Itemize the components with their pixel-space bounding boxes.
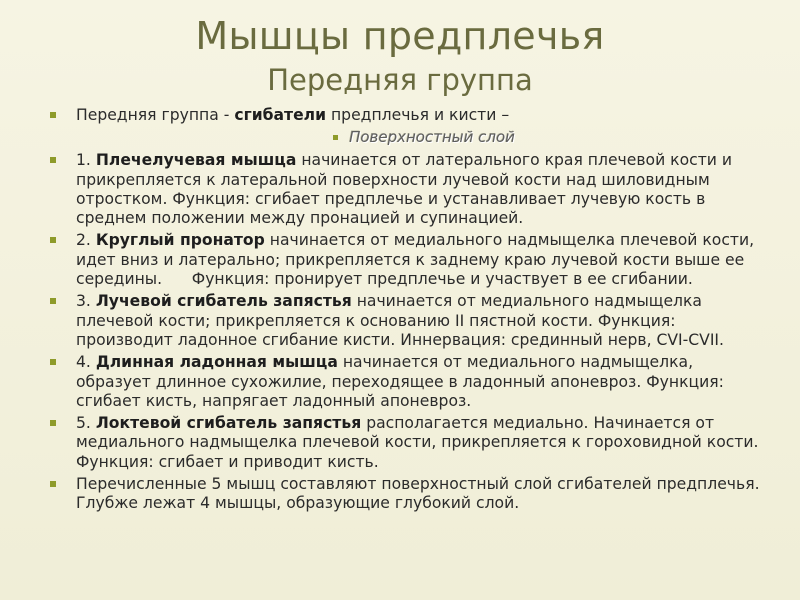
square-bullet-icon [50, 298, 56, 304]
intro-item [50, 106, 772, 125]
conclusion-item [50, 475, 772, 514]
item-text: располагается медиально. Начинается от медиального надмыщелка плечевой кости, прикрепляется к гороховидной кости. Функция: сгибает и приводит кисть. [76, 414, 759, 471]
subheading-item [50, 128, 772, 147]
intro-text-after: предплечья и кисти – [326, 106, 510, 124]
square-bullet-icon [50, 237, 56, 243]
list-item-2 [50, 231, 772, 289]
square-bullet-icon [333, 135, 338, 140]
list-item-3 [50, 292, 772, 350]
item-term: Локтевой сгибатель запястья [95, 414, 362, 433]
conclusion-text: Перечисленные 5 мышц составляют поверхностный слой сгибателей предплечья. Глубже лежат 4 мышцы, образующие глубокий слой. [76, 475, 760, 513]
item-term: Плечелучевая мышца [95, 151, 297, 170]
list-item-4 [50, 353, 772, 411]
item-number: 1. [76, 151, 96, 170]
slide-title: Мышцы предплечья [195, 14, 605, 58]
item-term: Круглый пронатор [95, 231, 265, 250]
item-text: начинается от медиального надмыщелка, образует длинное сухожилие, переходящее в ладонный апоневроз. Функция: сгибает кисть, напрягает ладонный апоневроз. [76, 353, 724, 410]
subheading: Поверхностный слой [349, 128, 515, 147]
square-bullet-icon [50, 359, 56, 365]
item-term: Лучевой сгибатель запястья [95, 292, 352, 311]
slide-content [50, 106, 772, 517]
intro-text-before: Передняя группа - [76, 106, 235, 124]
list-item-5 [50, 414, 772, 472]
square-bullet-icon [50, 420, 56, 426]
square-bullet-icon [50, 112, 56, 118]
item-number: 5. [76, 414, 96, 433]
square-bullet-icon [50, 157, 56, 163]
item-number: 4. [76, 353, 96, 372]
item-text: начинается от медиального надмыщелка плечевой кости; прикрепляется к основанию II пястной кости. Функция: производит ладонное сгибание кисти. Иннервация: срединный нерв, CVI-CVII. [76, 292, 724, 349]
square-bullet-icon [50, 481, 56, 487]
item-term: Длинная ладонная мышца [95, 353, 338, 372]
item-text: начинается от медиального надмыщелка плечевой кости, идет вниз и латерально; прикрепляется к заднему краю лучевой кости выше ее середины. Функция: пронирует предплечье и участвует в ее сгибании. [76, 231, 760, 289]
list-item-1 [50, 151, 772, 228]
item-number: 3. [76, 292, 96, 311]
slide-subtitle: Передняя группа [267, 63, 533, 97]
item-number: 2. [76, 231, 96, 250]
intro-bold: сгибатели [234, 106, 327, 124]
item-text: начинается от латерального края плечевой кости и прикрепляется к латеральной поверхности лучевой кости над шиловидным отростком. Функция: сгибает предплечье и устанавливает лучевую кость в среднем положении между пронацией и супинацией. [76, 151, 733, 228]
